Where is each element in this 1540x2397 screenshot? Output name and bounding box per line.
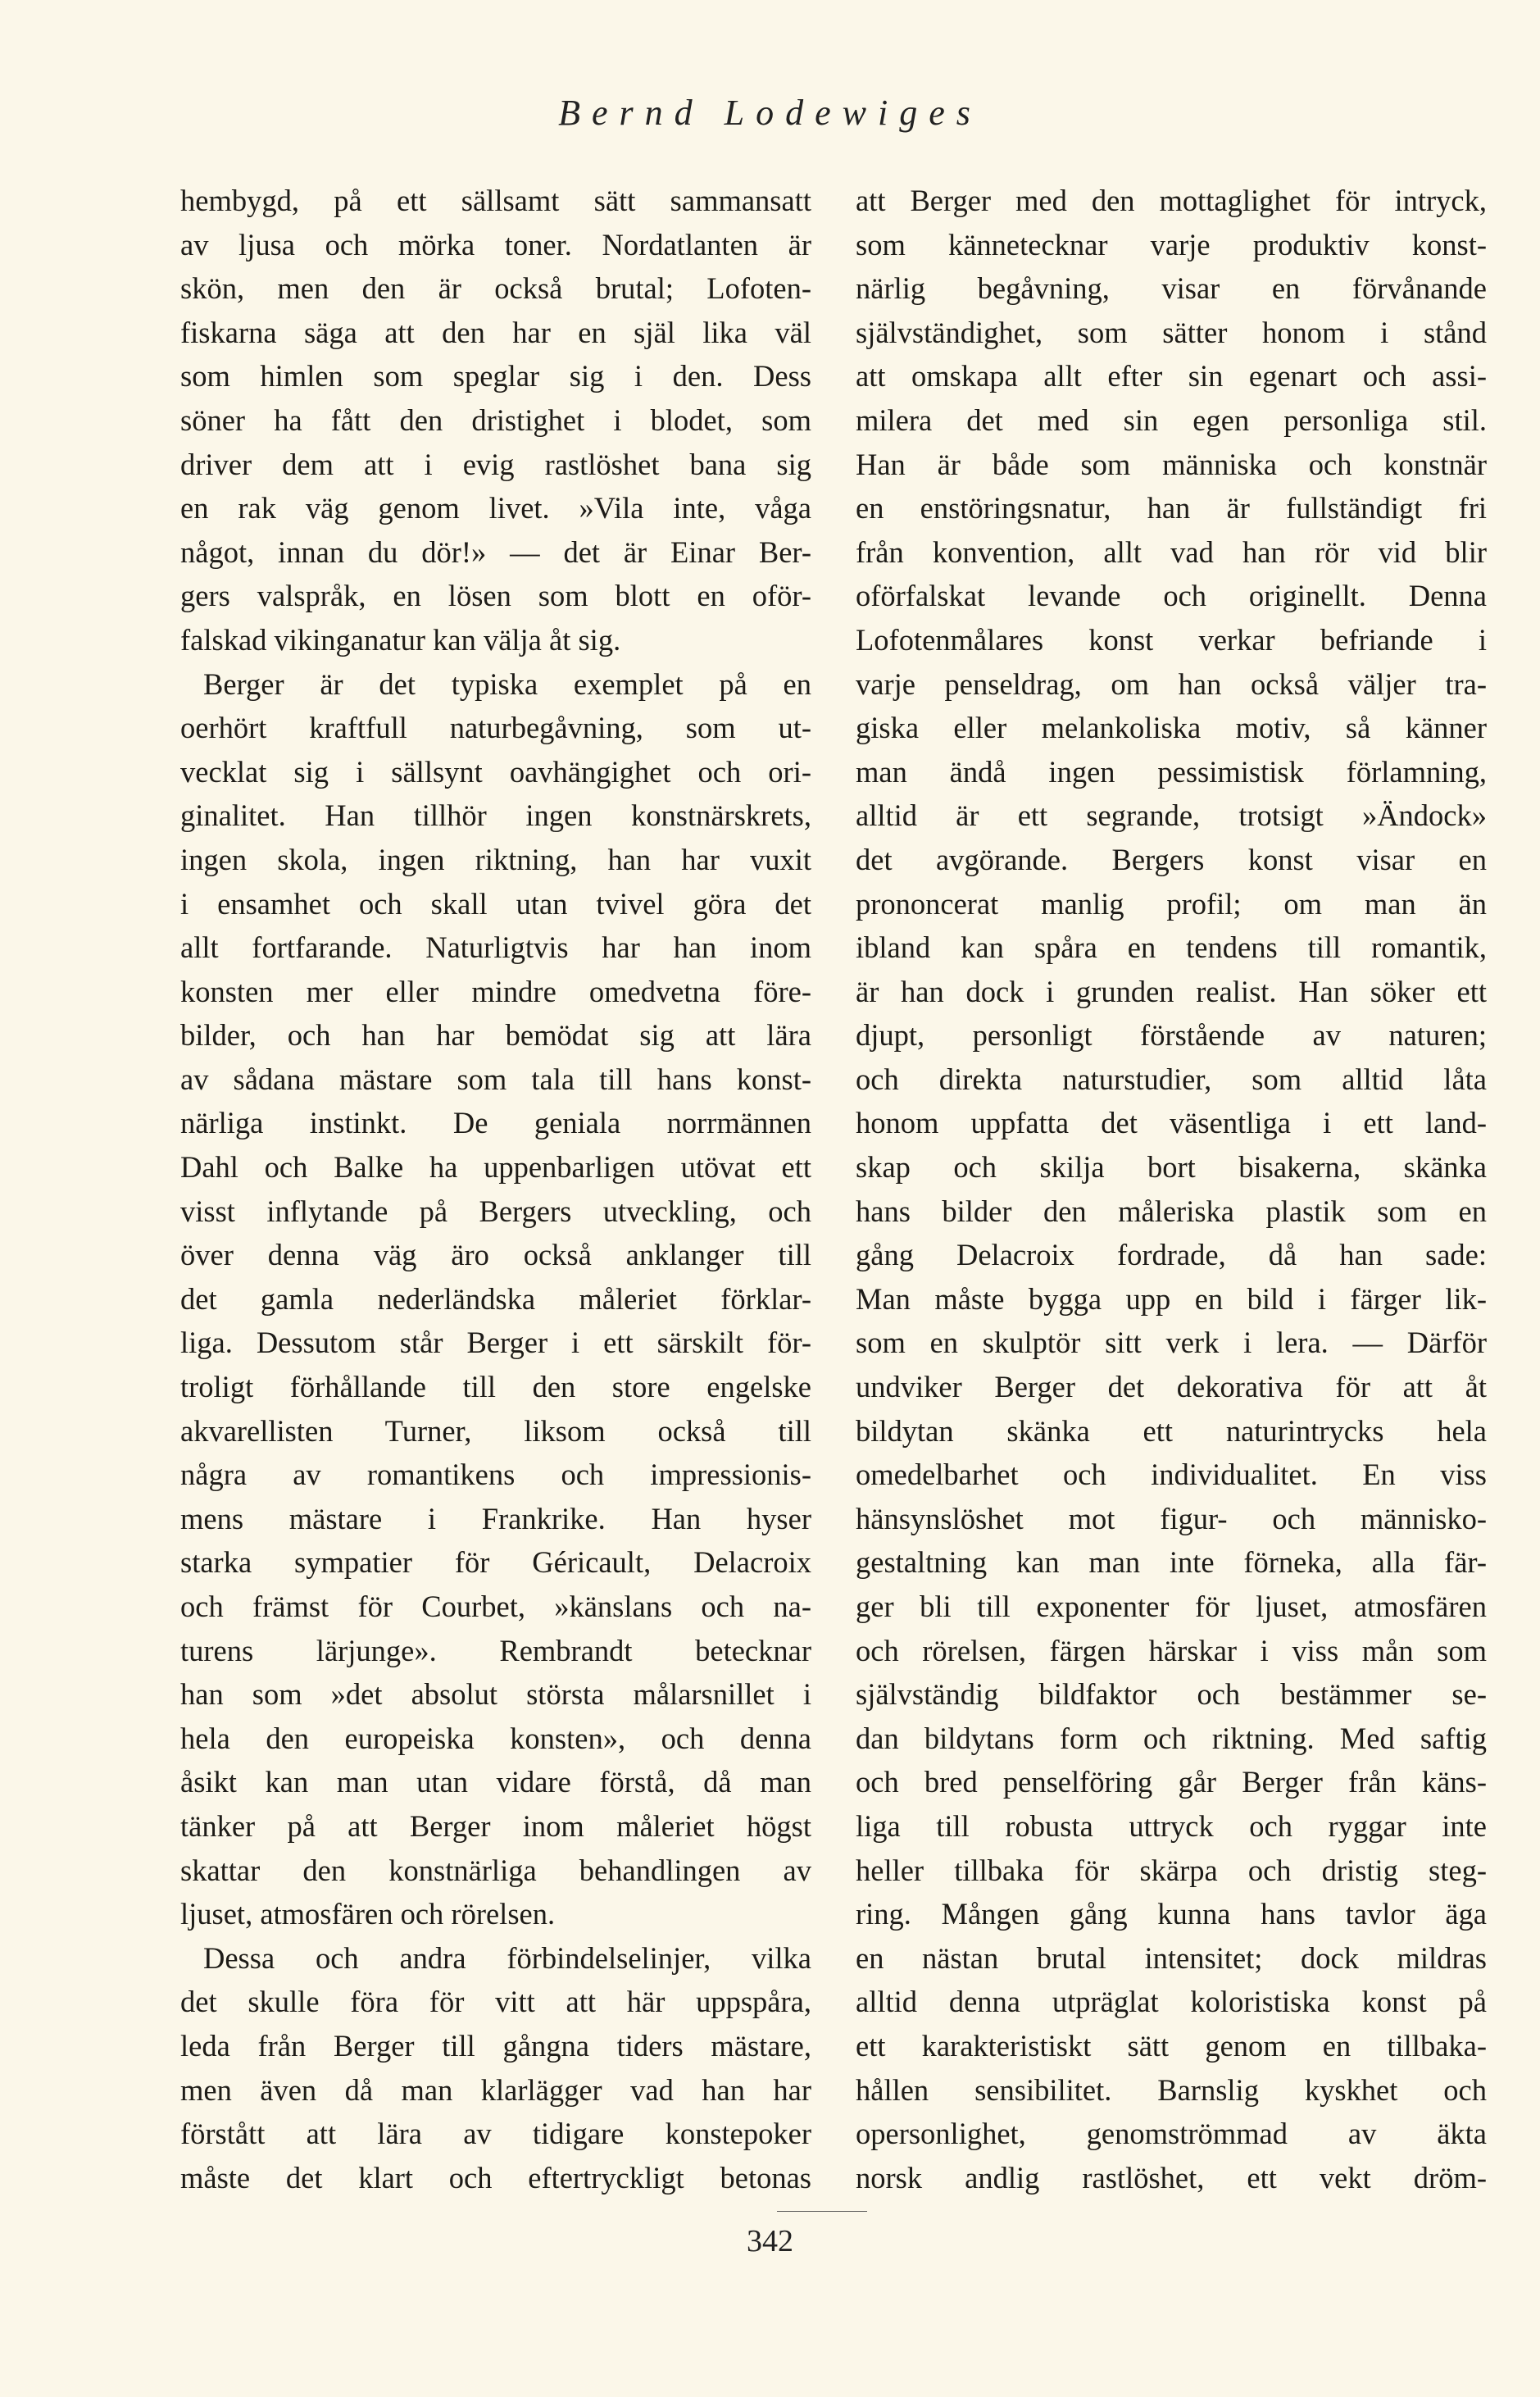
text-line: åsikt kan man utan vidare förstå, då man — [180, 1765, 811, 1799]
text-line: norsk andlig rastlöshet, ett vekt dröm- — [856, 2160, 1487, 2195]
text-line: en enstöringsnatur, han är fullständigt fri — [856, 491, 1487, 525]
text-line: närliga instinkt. De geniala norrmännen — [180, 1106, 811, 1140]
paragraph-end-line: falskad vikinganatur kan välja åt sig. — [180, 622, 621, 657]
paragraph-first-line: Berger är det typiska exemplet på en — [203, 666, 811, 701]
text-line: hänsynslöshet mot figur- och människo- — [856, 1501, 1487, 1535]
text-line: av ljusa och mörka toner. Nordatlanten är — [180, 227, 811, 262]
text-line: närlig begåvning, visar en förvånande — [856, 271, 1487, 306]
text-line: bildytan skänka ett naturintrycks hela — [856, 1413, 1487, 1448]
page-number: 342 — [747, 2224, 793, 2258]
text-line: honom uppfatta det väsentliga i ett land- — [856, 1106, 1487, 1140]
text-line: hembygd, på ett sällsamt sätt sammansatt — [180, 184, 811, 217]
text-line: oförfalskat levande och originellt. Denna — [856, 579, 1487, 613]
text-line: djupt, personligt förstående av naturen; — [856, 1018, 1487, 1053]
right-text-column — [856, 179, 1487, 2199]
text-line: ring. Mången gång kunna hans tavlor äga — [856, 1897, 1487, 1931]
text-line: i ensamhet och skall utan tvivel göra det — [180, 886, 811, 921]
text-line: alltid är ett segrande, trotsigt »Ändock» — [856, 798, 1487, 833]
text-line: över denna väg äro också anklanger till — [180, 1238, 811, 1272]
text-line: och rörelsen, färgen härskar i viss mån som — [856, 1633, 1487, 1667]
text-line: som kännetecknar varje produktiv konst- — [856, 227, 1487, 262]
running-head-title: Bernd Lodewiges — [558, 93, 982, 133]
text-line: oerhört kraftfull naturbegåvning, som ut- — [180, 711, 811, 745]
text-line: det skulle föra för vitt att här uppspåra, — [180, 1985, 811, 2019]
text-line: en nästan brutal intensitet; dock mildras — [856, 1940, 1487, 1975]
text-line: hans bilder den måleriska plastik som en — [856, 1194, 1487, 1228]
left-text-column — [180, 179, 811, 2199]
text-line: självständighet, som sätter honom i stånd — [856, 315, 1487, 349]
text-line: Man måste bygga upp en bild i färger lik- — [856, 1281, 1487, 1316]
text-line: fiskarna säga att den har en själ lika väl — [180, 315, 811, 349]
text-line: liga. Dessutom står Berger i ett särskilt för- — [180, 1326, 811, 1360]
text-line: Dahl och Balke ha uppenbarligen utövat ett — [180, 1150, 811, 1185]
text-line: allt fortfarande. Naturligtvis har han inom — [180, 930, 811, 965]
text-line: självständig bildfaktor och bestämmer se- — [856, 1677, 1487, 1712]
text-line: Han är både som människa och konstnär — [856, 447, 1487, 481]
text-line: ger bli till exponenter för ljuset, atmosfären — [856, 1590, 1487, 1623]
text-line: heller tillbaka för skärpa och dristig steg- — [856, 1853, 1487, 1887]
text-line: måste det klart och eftertryckligt betonas — [180, 2160, 811, 2195]
text-line: alltid denna utpräglat koloristiska konst på — [856, 1985, 1487, 2019]
text-line: hela den europeiska konsten», och denna — [180, 1721, 811, 1755]
text-line: hållen sensibilitet. Barnslig kyskhet och — [856, 2072, 1487, 2107]
paragraph-end-line: ljuset, atmosfären och rörelsen. — [180, 1897, 556, 1931]
text-line: omedelbarhet och individualitet. En viss — [856, 1458, 1487, 1492]
text-line: gestaltning kan man inte förneka, alla fär- — [856, 1545, 1487, 1580]
text-line: att Berger med den mottaglighet för intryck, — [856, 184, 1487, 217]
text-line: Lofotenmålares konst verkar befriande i — [856, 622, 1487, 657]
text-line: milera det med sin egen personliga stil. — [856, 403, 1487, 437]
text-line: en rak väg genom livet. »Vila inte, våga — [180, 491, 811, 525]
text-line: konsten mer eller mindre omedvetna före- — [180, 974, 811, 1008]
footer-rule — [777, 2211, 867, 2212]
text-line: leda från Berger till gångna tiders mästare, — [180, 2028, 811, 2063]
text-line: söner ha fått den dristighet i blodet, som — [180, 403, 811, 437]
text-line: och främst för Courbet, »känslans och na- — [180, 1590, 811, 1623]
text-line: opersonlighet, genomströmmad av äkta — [856, 2117, 1487, 2151]
text-line: liga till robusta uttryck och ryggar inte — [856, 1808, 1487, 1843]
text-line: av sådana mästare som tala till hans konst- — [180, 1062, 811, 1096]
paragraph-first-line: Dessa och andra förbindelselinjer, vilka — [203, 1940, 811, 1975]
text-line: ibland kan spåra en tendens till romantik, — [856, 930, 1487, 965]
text-line: skattar den konstnärliga behandlingen av — [180, 1853, 811, 1887]
text-line: starka sympatier för Géricault, Delacroix — [180, 1545, 811, 1580]
text-line: han som »det absolut största målarsnillet i — [180, 1677, 811, 1712]
text-line: akvarellisten Turner, liksom också till — [180, 1413, 811, 1448]
text-line: förstått att lära av tidigare konstepoker — [180, 2117, 811, 2151]
text-line: vecklat sig i sällsynt oavhängighet och ori- — [180, 754, 811, 789]
text-line: bilder, och han har bemödat sig att lära — [180, 1018, 811, 1053]
text-line: giska eller melankoliska motiv, så känner — [856, 711, 1487, 745]
text-line: ett karakteristiskt sätt genom en tillbaka- — [856, 2028, 1487, 2063]
text-line: gers valspråk, en lösen som blott en oför- — [180, 579, 811, 613]
text-line: man ändå ingen pessimistisk förlamning, — [856, 754, 1487, 789]
text-line: dan bildytans form och riktning. Med saftig — [856, 1721, 1487, 1755]
text-line: det avgörande. Bergers konst visar en — [856, 842, 1487, 876]
text-line: några av romantikens och impressionis- — [180, 1458, 811, 1492]
text-line: från konvention, allt vad han rör vid blir — [856, 534, 1487, 569]
text-line: och direkta naturstudier, som alltid låta — [856, 1062, 1487, 1096]
text-line: turens lärjunge». Rembrandt betecknar — [180, 1633, 811, 1667]
text-line: visst inflytande på Bergers utveckling, och — [180, 1194, 811, 1228]
text-line: och bred penselföring går Berger från käns- — [856, 1765, 1487, 1799]
text-line: skap och skilja bort bisakerna, skänka — [856, 1150, 1487, 1185]
text-line: prononcerat manlig profil; om man än — [856, 886, 1487, 921]
text-line: skön, men den är också brutal; Lofoten- — [180, 271, 811, 306]
text-line: något, innan du dör!» — det är Einar Ber- — [180, 534, 811, 569]
text-line: troligt förhållande till den store engelske — [180, 1370, 811, 1404]
text-line: det gamla nederländska måleriet förklar- — [180, 1281, 811, 1316]
text-line: varje penseldrag, om han också väljer tra- — [856, 666, 1487, 701]
text-line: är han dock i grunden realist. Han söker ett — [856, 974, 1487, 1008]
text-line: ginalitet. Han tillhör ingen konstnärskrets, — [180, 798, 811, 833]
text-line: men även då man klarlägger vad han har — [180, 2072, 811, 2107]
text-line: mens mästare i Frankrike. Han hyser — [180, 1501, 811, 1535]
text-line: ingen skola, ingen riktning, han har vuxit — [180, 842, 811, 876]
text-line: tänker på att Berger inom måleriet högst — [180, 1808, 811, 1843]
text-line: som en skulptör sitt verk i lera. — Därför — [856, 1326, 1487, 1360]
text-line: driver dem att i evig rastlöshet bana sig — [180, 447, 811, 481]
text-line: gång Delacroix fordrade, då han sade: — [856, 1238, 1487, 1272]
text-line: att omskapa allt efter sin egenart och assi- — [856, 359, 1487, 393]
text-line: undviker Berger det dekorativa för att åt — [856, 1370, 1487, 1404]
text-line: som himlen som speglar sig i den. Dess — [180, 359, 811, 393]
